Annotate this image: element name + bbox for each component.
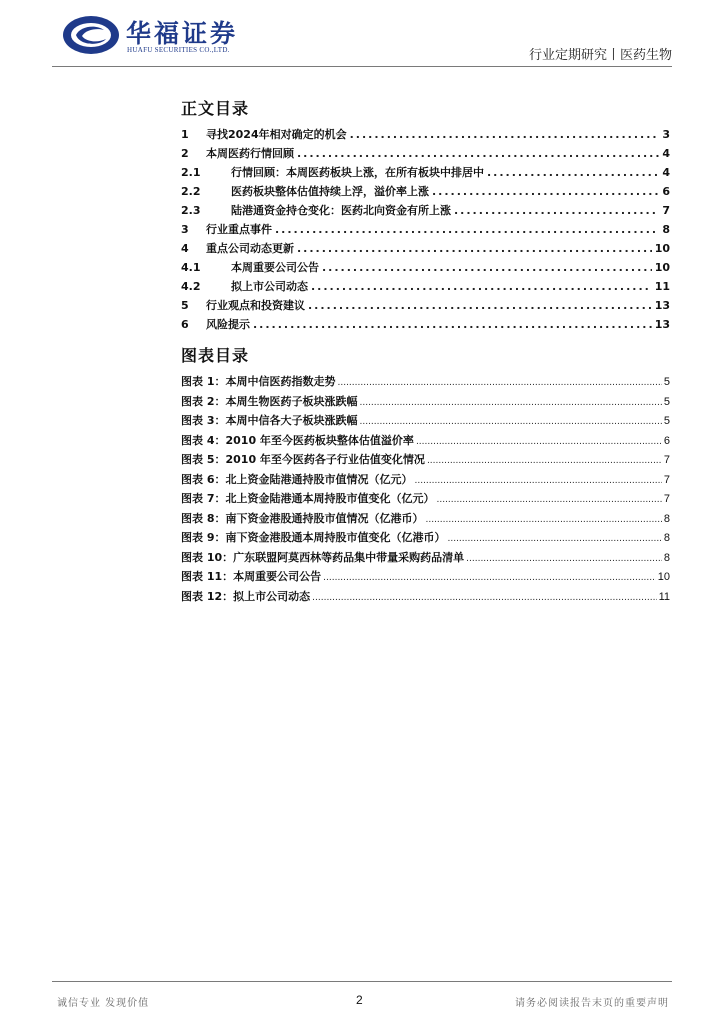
- figure-item-title: 图表 10：广东联盟阿莫西林等药品集中带量采购药品清单: [181, 551, 465, 564]
- figure-item-page: 10: [657, 571, 670, 583]
- toc-title: 正文目录: [181, 99, 250, 118]
- figure-leader-dots: [436, 495, 661, 505]
- toc-leader-dots: [311, 280, 652, 293]
- toc-leader-dots: [275, 223, 659, 236]
- toc-item[interactable]: [181, 183, 670, 201]
- toc-leader-dots: [350, 128, 660, 141]
- figure-item-title: 图表 1：本周中信医药指数走势: [181, 375, 336, 388]
- figure-leader-dots: [466, 554, 662, 564]
- toc-item-number: 5: [181, 299, 189, 312]
- toc-item-page: 13: [654, 318, 670, 331]
- toc-item-title: 本周医药行情回顾: [206, 147, 294, 160]
- page-number: 2: [356, 993, 363, 1007]
- toc-item-page: 11: [654, 280, 670, 293]
- figure-leader-dots: [427, 456, 662, 466]
- figure-item-page: 8: [663, 552, 670, 564]
- toc-item-title: 拟上市公司动态: [231, 280, 308, 293]
- figure-list-item[interactable]: [181, 412, 670, 430]
- toc-item-number: 2: [181, 147, 189, 160]
- figure-item-page: 8: [663, 532, 670, 544]
- page-header: [0, 0, 724, 70]
- brand-name-en: HUAFU SECURITIES CO.,LTD.: [127, 46, 230, 54]
- figure-list-item[interactable]: [181, 393, 670, 411]
- toc-item-number: 2.2: [181, 185, 201, 198]
- toc-item-number: 3: [181, 223, 189, 236]
- toc-item-title: 寻找2024年相对确定的机会: [206, 128, 347, 141]
- toc-item[interactable]: [181, 297, 670, 315]
- toc-item-title: 行业观点和投资建议: [206, 299, 305, 312]
- header-divider: [52, 66, 672, 67]
- figure-item-title: 图表 4：2010 年至今医药板块整体估值溢价率: [181, 434, 414, 447]
- figure-leader-dots: [414, 476, 661, 486]
- figure-item-title: 图表 12：拟上市公司动态: [181, 590, 311, 603]
- toc-leader-dots: [308, 299, 652, 312]
- toc-item[interactable]: [181, 126, 670, 144]
- toc-item[interactable]: [181, 202, 670, 220]
- figure-list-item[interactable]: [181, 490, 670, 508]
- figure-list-item[interactable]: [181, 568, 670, 586]
- figure-item-title: 图表 7：北上资金陆港通本周持股市值变化（亿元）: [181, 492, 435, 505]
- figure-item-page: 11: [658, 591, 670, 603]
- toc-leader-dots: [322, 261, 652, 274]
- toc-item-number: 4.1: [181, 261, 201, 274]
- figure-item-title: 图表 9：南下资金港股通本周持股市值变化（亿港币）: [181, 531, 446, 544]
- figure-list-item[interactable]: [181, 451, 670, 469]
- figure-item-page: 7: [663, 493, 670, 505]
- toc-leader-dots: [297, 147, 659, 160]
- brand-name-cn: 华福证券: [126, 19, 239, 48]
- toc-item-number: 1: [181, 128, 189, 141]
- figure-item-title: 图表 2：本周生物医药子板块涨跌幅: [181, 395, 358, 408]
- toc-item[interactable]: [181, 240, 670, 258]
- footer-divider: [52, 981, 672, 982]
- toc-item[interactable]: [181, 164, 670, 182]
- toc-leader-dots: [432, 185, 659, 198]
- figure-item-page: 8: [663, 513, 670, 525]
- figure-list-item[interactable]: [181, 471, 670, 489]
- toc-item-title: 本周重要公司公告: [231, 261, 319, 274]
- figure-leader-dots: [312, 593, 656, 603]
- figures-title: 图表目录: [181, 346, 250, 365]
- figure-leader-dots: [359, 398, 661, 408]
- figure-item-title: 图表 8：南下资金港股通持股市值情况（亿港币）: [181, 512, 424, 525]
- figure-list-item[interactable]: [181, 549, 670, 567]
- report-type: 行业定期研究丨医药生物: [528, 48, 672, 63]
- toc-item-title: 行业重点事件: [206, 223, 272, 236]
- toc-leader-dots: [487, 166, 659, 179]
- toc-item-page: 10: [654, 261, 670, 274]
- toc-item[interactable]: [181, 145, 670, 163]
- figure-item-page: 5: [663, 415, 670, 427]
- figure-item-page: 6: [663, 435, 670, 447]
- toc-item-title: 风险提示: [206, 318, 250, 331]
- toc-leader-dots: [454, 204, 659, 217]
- toc-item-number: 2.1: [181, 166, 201, 179]
- toc-item-number: 4.2: [181, 280, 201, 293]
- figure-item-page: 5: [663, 376, 670, 388]
- figure-leader-dots: [425, 515, 661, 525]
- figure-leader-dots: [359, 417, 661, 427]
- toc-item-title: 重点公司动态更新: [206, 242, 294, 255]
- toc-item-number: 2.3: [181, 204, 201, 217]
- figure-leader-dots: [337, 378, 661, 388]
- figure-list-item[interactable]: [181, 432, 670, 450]
- figure-item-page: 5: [663, 396, 670, 408]
- figure-list-item[interactable]: [181, 373, 670, 391]
- figure-item-title: 图表 3：本周中信各大子板块涨跌幅: [181, 414, 358, 427]
- figure-leader-dots: [323, 573, 656, 583]
- toc-item-number: 6: [181, 318, 189, 331]
- toc-item-page: 8: [662, 223, 670, 236]
- toc-item[interactable]: [181, 316, 670, 334]
- figure-item-page: 7: [663, 474, 670, 486]
- toc-item[interactable]: [181, 221, 670, 239]
- toc-item-title: 行情回顾：本周医药板块上涨，在所有板块中排居中: [231, 166, 484, 179]
- footer-disclaimer: 请务必阅读报告末页的重要声明: [515, 998, 669, 1009]
- huafu-logo-icon: [62, 14, 120, 56]
- toc-item-page: 7: [662, 204, 670, 217]
- toc-leader-dots: [253, 318, 652, 331]
- figure-item-title: 图表 5：2010 年至今医药各子行业估值变化情况: [181, 453, 425, 466]
- figure-list-item[interactable]: [181, 510, 670, 528]
- toc-item-page: 4: [662, 166, 670, 179]
- toc-item-title: 陆港通资金持仓变化：医药北向资金有所上涨: [231, 204, 451, 217]
- figure-leader-dots: [447, 534, 661, 544]
- figure-leader-dots: [416, 437, 662, 447]
- toc-item-page: 6: [662, 185, 670, 198]
- toc-item-title: 医药板块整体估值持续上浮，溢价率上涨: [231, 185, 429, 198]
- footer-slogan: 诚信专业 发现价值: [57, 998, 150, 1009]
- figure-item-title: 图表 6：北上资金陆港通持股市值情况（亿元）: [181, 473, 413, 486]
- toc-item-page: 13: [654, 299, 670, 312]
- figure-item-title: 图表 11：本周重要公司公告: [181, 570, 322, 583]
- figure-list-item[interactable]: [181, 529, 670, 547]
- toc-item-page: 10: [654, 242, 670, 255]
- toc-item[interactable]: [181, 259, 670, 277]
- figure-list-item[interactable]: [181, 588, 670, 606]
- toc-leader-dots: [297, 242, 652, 255]
- figure-item-page: 7: [663, 454, 670, 466]
- toc-item-page: 4: [662, 147, 670, 160]
- toc-item-number: 4: [181, 242, 189, 255]
- toc-item[interactable]: [181, 278, 670, 296]
- toc-item-page: 3: [662, 128, 670, 141]
